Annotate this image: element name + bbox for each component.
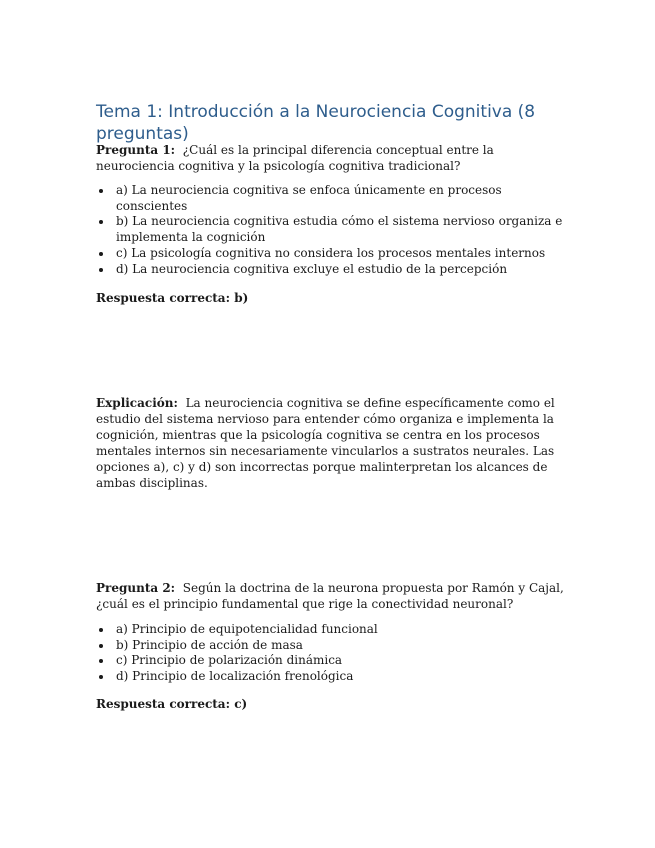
bullet-icon <box>99 268 103 272</box>
question-2-label: Pregunta 2: <box>96 581 176 595</box>
bullet-icon <box>99 675 103 679</box>
question-2-options <box>96 622 566 685</box>
section-title: Tema 1: Introducción a la Neurociencia Cognitiva (8 preguntas) <box>96 102 536 144</box>
question-1-text: ¿Cuál es la principal diferencia conceptual entre la neurociencia cognitiva y la psicología cognitiva tradicional? <box>96 143 494 173</box>
list-item: a) Principio de equipotencialidad funcional <box>96 622 566 638</box>
explanation-text: La neurociencia cognitiva se define específicamente como el estudio del sistema nervioso para entender cómo organiza e implementa la cognición, mientras que la psicología cognitiva se centra en los procesos mentales internos sin necesariamente vincularlos a sustratos neurales. Las opciones a), c) y d) son incorrectas porque malinterpretan los alcances de ambas disciplinas. <box>96 396 555 490</box>
list-item: c) Principio de polarización dinámica <box>96 653 566 669</box>
question-2-answer <box>96 696 247 712</box>
answer-label: Respuesta correcta: <box>96 697 231 711</box>
explanation-label: Explicación: <box>96 396 178 410</box>
question-1-explanation <box>96 395 566 491</box>
answer-value: b) <box>234 291 249 305</box>
list-item: d) La neurociencia cognitiva excluye el estudio de la percepción <box>96 262 566 278</box>
answer-label: Respuesta correcta: <box>96 291 231 305</box>
question-1-answer <box>96 290 248 306</box>
list-item: d) Principio de localización frenológica <box>96 669 566 685</box>
question-2 <box>96 580 566 612</box>
question-1-label: Pregunta 1: <box>96 143 176 157</box>
bullet-icon <box>99 628 103 632</box>
bullet-icon <box>99 252 103 256</box>
list-item: b) La neurociencia cognitiva estudia cómo el sistema nervioso organiza e implementa la cognición <box>96 214 566 245</box>
bullet-icon <box>99 644 103 648</box>
list-item: b) Principio de acción de masa <box>96 638 566 654</box>
answer-value: c) <box>234 697 248 711</box>
list-item: c) La psicología cognitiva no considera los procesos mentales internos <box>96 246 566 262</box>
bullet-icon <box>99 189 103 193</box>
bullet-icon <box>99 659 103 663</box>
question-1 <box>96 142 566 174</box>
list-item: a) La neurociencia cognitiva se enfoca únicamente en procesos conscientes <box>96 183 566 214</box>
question-1-options <box>96 183 566 277</box>
bullet-icon <box>99 220 103 224</box>
question-2-text: Según la doctrina de la neurona propuesta por Ramón y Cajal, ¿cuál es el principio fundamental que rige la conectividad neuronal? <box>96 581 564 611</box>
